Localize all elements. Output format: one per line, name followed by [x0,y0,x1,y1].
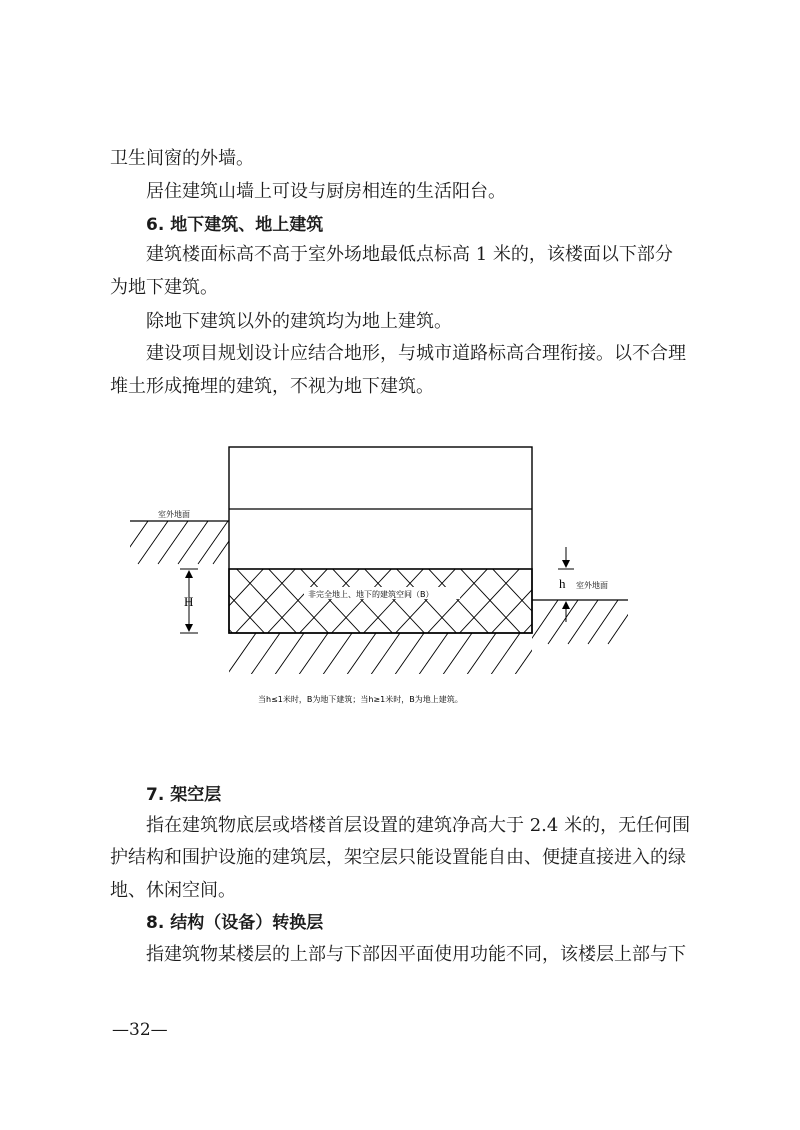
section-heading-6: 6. 地下建筑、地上建筑 [146,215,324,235]
paragraph-line: 居住建筑山墙上可设与厨房相连的生活阳台。 [146,181,506,202]
ground-label-right: 室外地面 [576,581,608,590]
space-label: 非完全地上、地下的建筑空间（B） [308,590,434,599]
paragraph-line: 建设项目规划设计应结合地形，与城市道路标高合理衔接。以不合理 [146,343,686,364]
paragraph-line: 建筑楼面标高不高于室外场地最低点标高 1 米的，该楼面以下部分 [146,244,673,265]
paragraph-line: 除地下建筑以外的建筑均为地上建筑。 [146,311,452,332]
height-label-H: H [184,594,194,609]
figure-caption: 当h≤1米时，B为地下建筑；当h≥1米时，B为地上建筑。 [258,695,463,704]
paragraph-line: 指建筑物某楼层的上部与下部因平面使用功能不同，该楼层上部与下 [146,944,686,965]
section-heading-8: 8. 结构（设备）转换层 [146,913,324,933]
page-number: —32— [112,1020,168,1040]
paragraph-line: 为地下建筑。 [110,277,218,298]
paragraph-line: 护结构和围护设施的建筑层，架空层只能设置能自由、便捷直接进入的绿 [110,847,686,868]
ground-label-left: 室外地面 [158,510,190,519]
building-section-diagram [108,404,648,722]
paragraph-line: 指在建筑物底层或塔楼首层设置的建筑净高大于 2.4 米的，无任何围 [146,815,691,836]
paragraph-line: 堆土形成掩埋的建筑，不视为地下建筑。 [110,376,434,397]
building-upper [229,447,532,633]
section-heading-7: 7. 架空层 [146,785,222,805]
paragraph-line: 地、休闲空间。 [110,880,236,901]
height-label-h: h [559,576,566,591]
paragraph-line: 卫生间窗的外墙。 [110,148,254,169]
